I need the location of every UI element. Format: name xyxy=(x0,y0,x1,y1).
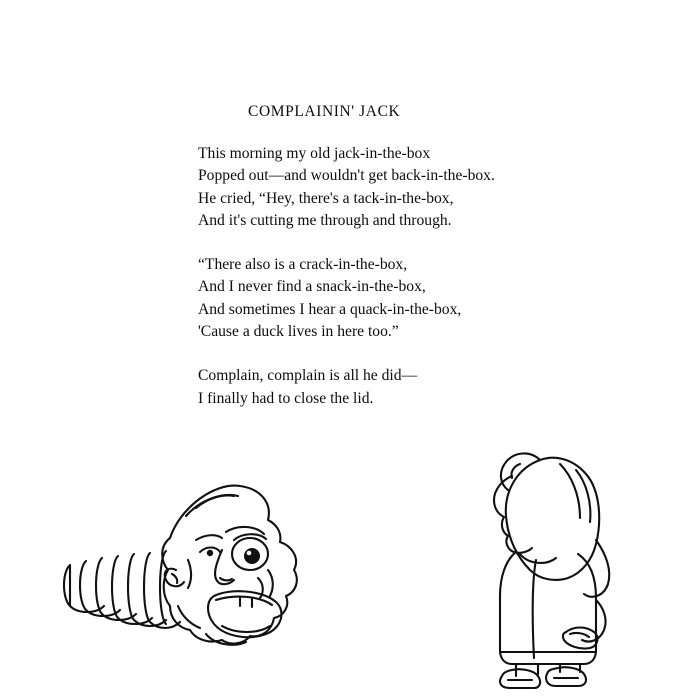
poem-line: I finally had to close the lid. xyxy=(198,389,374,407)
poem-line: “There also is a crack-in-the-box, xyxy=(198,256,408,274)
poem-line: 'Cause a duck lives in here too.” xyxy=(198,323,399,341)
poem-line: And sometimes I hear a quack-in-the-box, xyxy=(198,300,462,318)
poem-stanza xyxy=(198,143,618,232)
girl-figure xyxy=(494,453,609,688)
poem-line: And it's cutting me through and through. xyxy=(198,211,452,229)
page-title: COMPLAININ' JACK xyxy=(248,103,401,120)
poem-stanza xyxy=(198,365,618,410)
poem-line: Complain, complain is all he did— xyxy=(198,367,418,385)
poem-body xyxy=(198,143,618,410)
jack-in-the-box-figure xyxy=(64,486,297,645)
poem-line: Popped out—and wouldn't get back-in-the-box. xyxy=(198,167,495,185)
poem-line: And I never find a snack-in-the-box, xyxy=(198,278,426,296)
poem-line: This morning my old jack-in-the-box xyxy=(198,145,431,162)
illustration xyxy=(0,420,700,690)
poem-line: He cried, “Hey, there's a tack-in-the-box, xyxy=(198,189,454,207)
poem-stanza xyxy=(198,254,618,343)
